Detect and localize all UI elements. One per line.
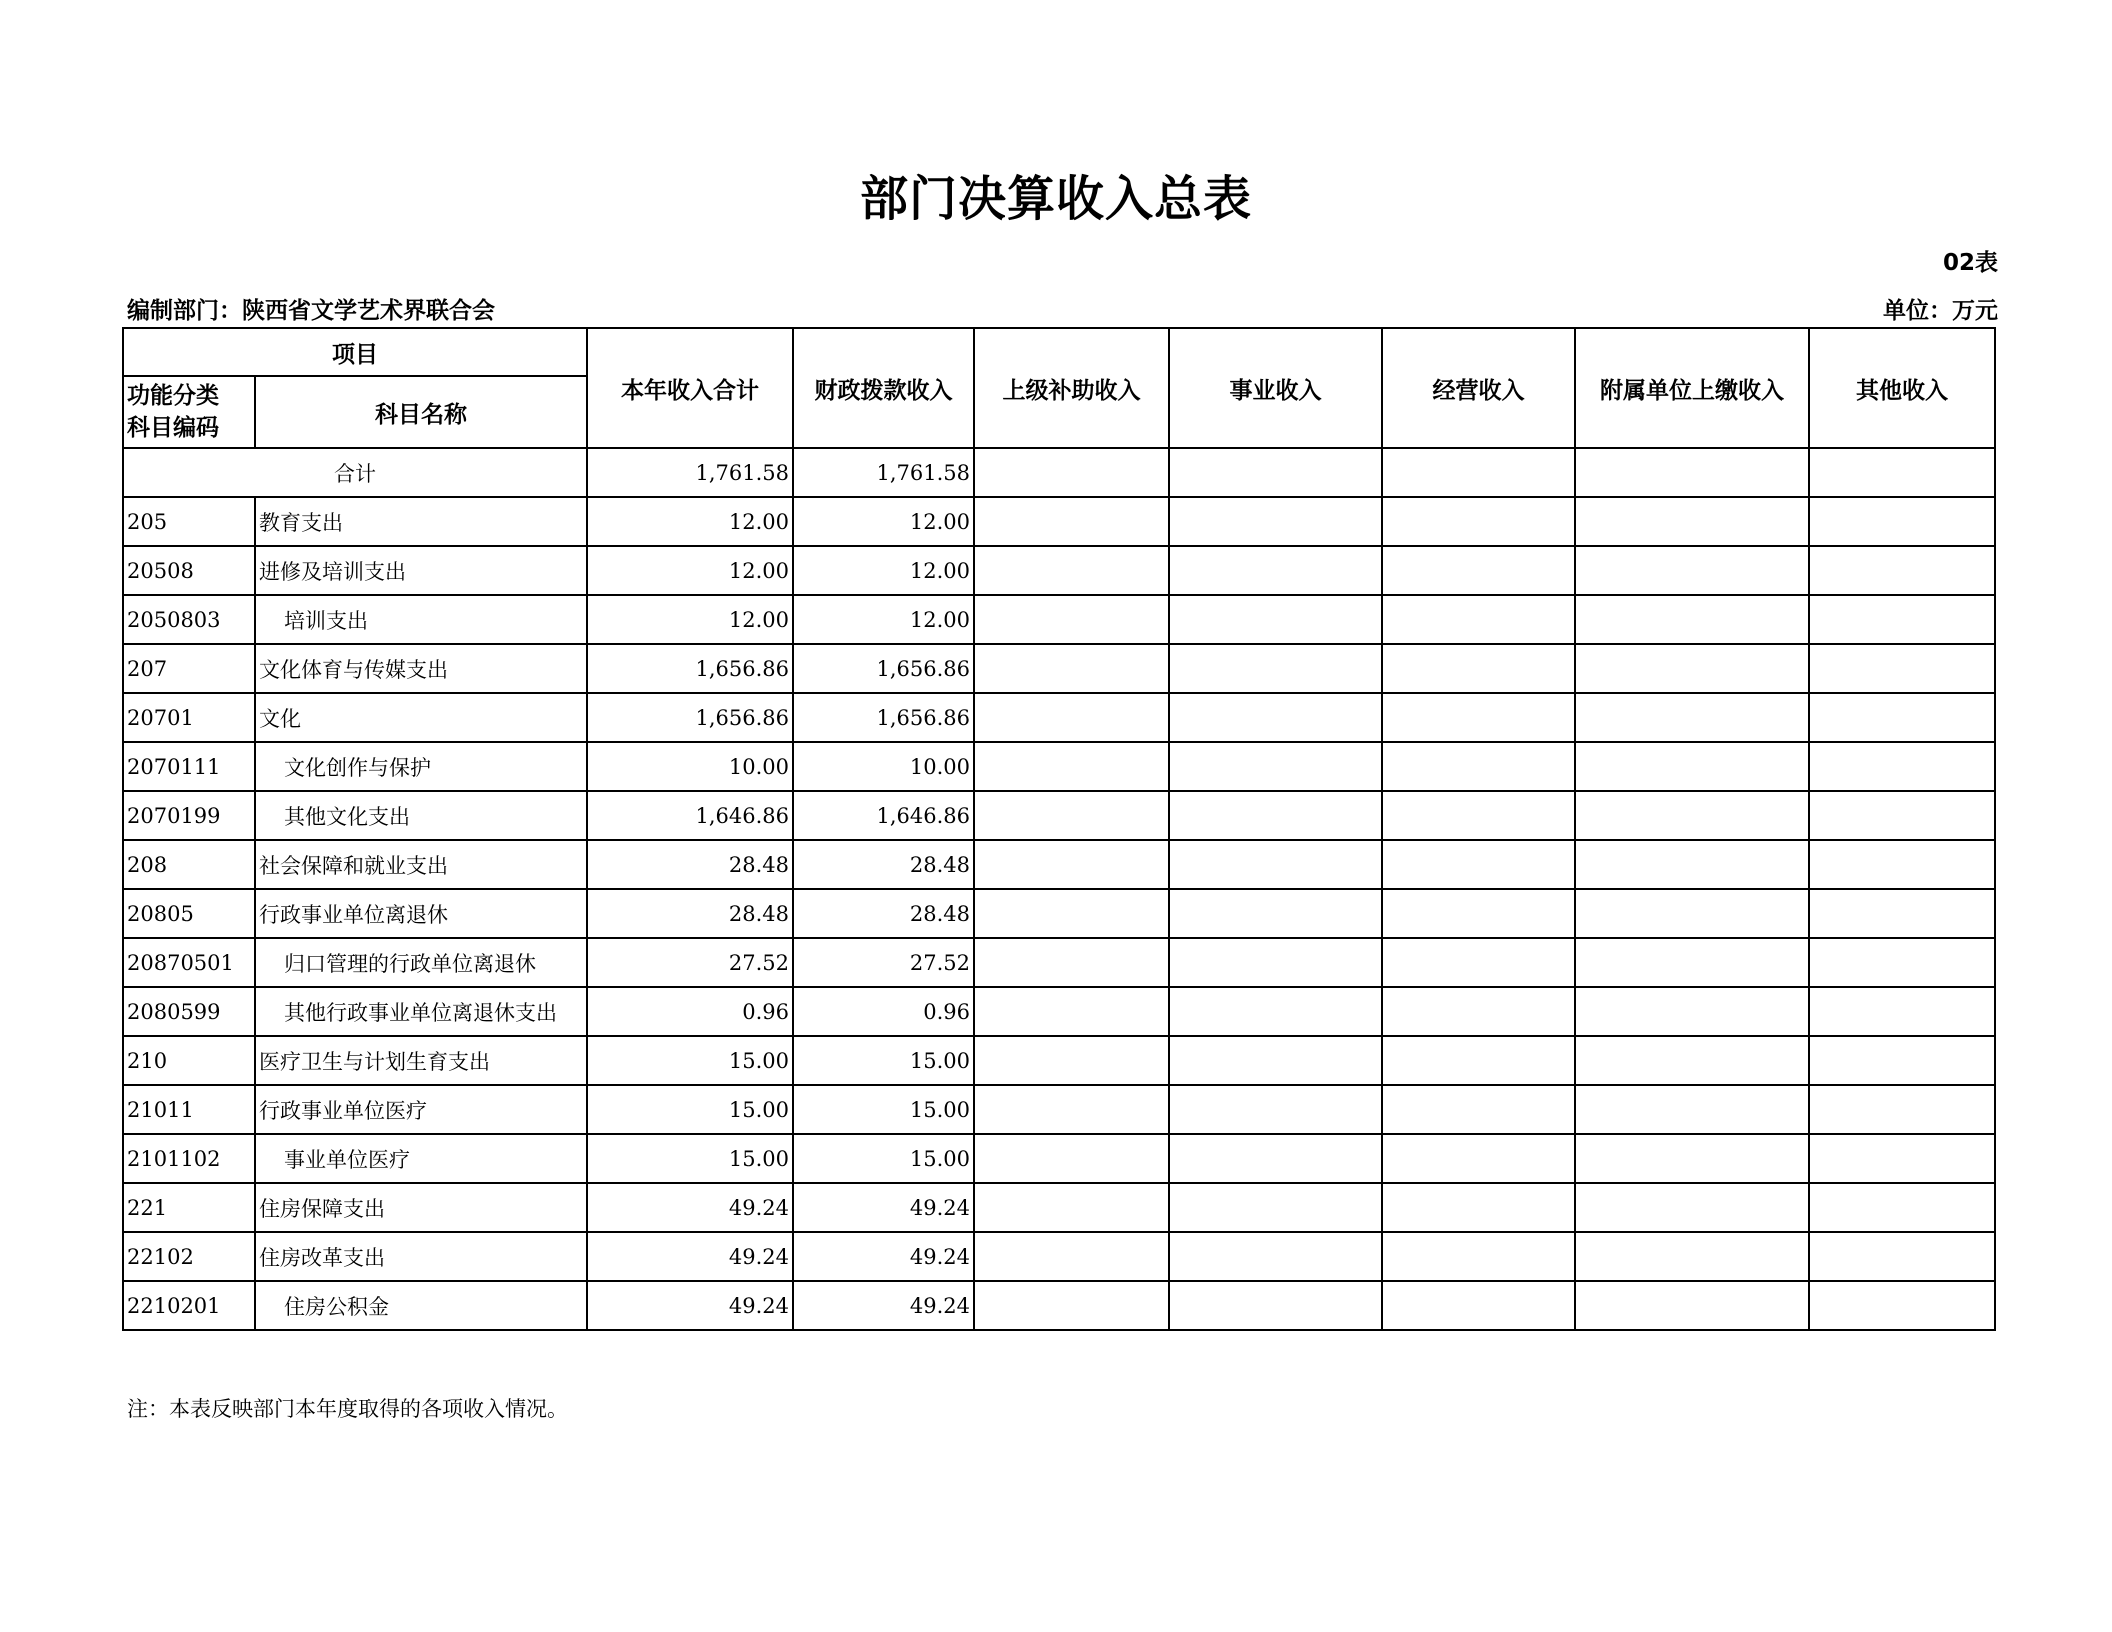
cell-other <box>1809 742 1995 791</box>
subject-name: 行政事业单位离退休 <box>255 889 587 938</box>
subject-name: 归口管理的行政单位离退休 <box>255 938 587 987</box>
cell-fiscal: 49.24 <box>793 1232 974 1281</box>
subject-code: 20701 <box>123 693 255 742</box>
cell-business <box>1169 1085 1382 1134</box>
cell-operating <box>1382 1134 1575 1183</box>
cell-business <box>1169 987 1382 1036</box>
cell-operating <box>1382 497 1575 546</box>
table-row <box>123 644 1995 693</box>
subject-code: 2210201 <box>123 1281 255 1330</box>
table-row <box>123 546 1995 595</box>
cell-total-income: 1,646.86 <box>587 791 793 840</box>
cell-operating <box>1382 1085 1575 1134</box>
cell-total-income: 49.24 <box>587 1232 793 1281</box>
total-business <box>1169 448 1382 497</box>
cell-affiliated <box>1575 1134 1809 1183</box>
table-row <box>123 742 1995 791</box>
cell-other <box>1809 693 1995 742</box>
subject-code: 20870501 <box>123 938 255 987</box>
header-code <box>123 376 255 448</box>
subject-name: 其他文化支出 <box>255 791 587 840</box>
cell-fiscal: 27.52 <box>793 938 974 987</box>
subject-code: 2070199 <box>123 791 255 840</box>
header-operating: 经营收入 <box>1382 328 1575 448</box>
cell-other <box>1809 1085 1995 1134</box>
subject-code: 207 <box>123 644 255 693</box>
cell-fiscal: 28.48 <box>793 889 974 938</box>
cell-operating <box>1382 546 1575 595</box>
cell-operating <box>1382 987 1575 1036</box>
subject-code: 2070111 <box>123 742 255 791</box>
table-row <box>123 938 1995 987</box>
total-operating <box>1382 448 1575 497</box>
cell-operating <box>1382 938 1575 987</box>
table-row <box>123 987 1995 1036</box>
cell-affiliated <box>1575 595 1809 644</box>
cell-operating <box>1382 1281 1575 1330</box>
cell-affiliated <box>1575 497 1809 546</box>
cell-fiscal: 49.24 <box>793 1183 974 1232</box>
cell-superior-subsidy <box>974 938 1169 987</box>
footnote: 注：本表反映部门本年度取得的各项收入情况。 <box>127 1397 568 1421</box>
table-number: 02表 <box>1942 250 1998 276</box>
table-row <box>123 1232 1995 1281</box>
cell-total-income: 49.24 <box>587 1183 793 1232</box>
cell-affiliated <box>1575 791 1809 840</box>
cell-total-income: 27.52 <box>587 938 793 987</box>
cell-superior-subsidy <box>974 840 1169 889</box>
compiling-department: 编制部门：陕西省文学艺术界联合会 <box>127 298 495 324</box>
subject-name: 事业单位医疗 <box>255 1134 587 1183</box>
cell-fiscal: 28.48 <box>793 840 974 889</box>
cell-business <box>1169 1232 1382 1281</box>
cell-total-income: 12.00 <box>587 497 793 546</box>
cell-affiliated <box>1575 644 1809 693</box>
cell-affiliated <box>1575 840 1809 889</box>
income-summary-table <box>122 327 1996 1331</box>
cell-total-income: 0.96 <box>587 987 793 1036</box>
subject-name: 教育支出 <box>255 497 587 546</box>
subject-name: 文化体育与传媒支出 <box>255 644 587 693</box>
subject-code: 2050803 <box>123 595 255 644</box>
header-business: 事业收入 <box>1169 328 1382 448</box>
cell-affiliated <box>1575 742 1809 791</box>
cell-superior-subsidy <box>974 1134 1169 1183</box>
cell-other <box>1809 546 1995 595</box>
page-title: 部门决算收入总表 <box>859 171 1252 227</box>
cell-other <box>1809 1281 1995 1330</box>
table-row <box>123 791 1995 840</box>
cell-business <box>1169 693 1382 742</box>
cell-other <box>1809 1036 1995 1085</box>
cell-fiscal: 12.00 <box>793 497 974 546</box>
cell-superior-subsidy <box>974 644 1169 693</box>
cell-fiscal: 15.00 <box>793 1036 974 1085</box>
cell-superior-subsidy <box>974 742 1169 791</box>
cell-total-income: 12.00 <box>587 546 793 595</box>
cell-fiscal: 10.00 <box>793 742 974 791</box>
cell-superior-subsidy <box>974 1183 1169 1232</box>
cell-affiliated <box>1575 1281 1809 1330</box>
subject-name: 进修及培训支出 <box>255 546 587 595</box>
cell-other <box>1809 791 1995 840</box>
cell-business <box>1169 497 1382 546</box>
cell-superior-subsidy <box>974 1036 1169 1085</box>
cell-total-income: 1,656.86 <box>587 693 793 742</box>
header-superior-subsidy: 上级补助收入 <box>974 328 1169 448</box>
cell-superior-subsidy <box>974 497 1169 546</box>
cell-fiscal: 12.00 <box>793 546 974 595</box>
subject-name: 住房公积金 <box>255 1281 587 1330</box>
cell-total-income: 10.00 <box>587 742 793 791</box>
table-row <box>123 889 1995 938</box>
cell-other <box>1809 1232 1995 1281</box>
cell-total-income: 15.00 <box>587 1085 793 1134</box>
header-other: 其他收入 <box>1809 328 1995 448</box>
table-row <box>123 1183 1995 1232</box>
cell-operating <box>1382 1232 1575 1281</box>
cell-operating <box>1382 791 1575 840</box>
cell-fiscal: 15.00 <box>793 1085 974 1134</box>
cell-total-income: 28.48 <box>587 889 793 938</box>
cell-affiliated <box>1575 1183 1809 1232</box>
cell-fiscal: 12.00 <box>793 595 974 644</box>
subject-code: 208 <box>123 840 255 889</box>
cell-business <box>1169 1281 1382 1330</box>
cell-other <box>1809 497 1995 546</box>
cell-business <box>1169 644 1382 693</box>
table-row <box>123 1281 1995 1330</box>
subject-code: 2101102 <box>123 1134 255 1183</box>
header-subject-name: 科目名称 <box>255 376 587 448</box>
total-superior-subsidy <box>974 448 1169 497</box>
cell-affiliated <box>1575 546 1809 595</box>
cell-fiscal: 1,656.86 <box>793 644 974 693</box>
subject-name: 文化 <box>255 693 587 742</box>
cell-affiliated <box>1575 987 1809 1036</box>
cell-superior-subsidy <box>974 693 1169 742</box>
cell-affiliated <box>1575 1232 1809 1281</box>
cell-operating <box>1382 840 1575 889</box>
total-fiscal: 1,761.58 <box>793 448 974 497</box>
subject-code: 221 <box>123 1183 255 1232</box>
subject-code: 21011 <box>123 1085 255 1134</box>
cell-business <box>1169 840 1382 889</box>
header-total-income: 本年收入合计 <box>587 328 793 448</box>
cell-fiscal: 15.00 <box>793 1134 974 1183</box>
cell-other <box>1809 1134 1995 1183</box>
cell-total-income: 15.00 <box>587 1134 793 1183</box>
cell-affiliated <box>1575 1085 1809 1134</box>
cell-total-income: 49.24 <box>587 1281 793 1330</box>
header-item: 项目 <box>123 328 587 376</box>
table-row <box>123 693 1995 742</box>
subject-name: 社会保障和就业支出 <box>255 840 587 889</box>
cell-total-income: 1,656.86 <box>587 644 793 693</box>
cell-operating <box>1382 595 1575 644</box>
subject-code: 20805 <box>123 889 255 938</box>
subject-code: 22102 <box>123 1232 255 1281</box>
total-label: 合计 <box>123 448 587 497</box>
cell-superior-subsidy <box>974 546 1169 595</box>
cell-operating <box>1382 693 1575 742</box>
cell-business <box>1169 791 1382 840</box>
cell-total-income: 15.00 <box>587 1036 793 1085</box>
table-row <box>123 497 1995 546</box>
cell-other <box>1809 1183 1995 1232</box>
cell-affiliated <box>1575 693 1809 742</box>
cell-superior-subsidy <box>974 791 1169 840</box>
cell-business <box>1169 889 1382 938</box>
cell-superior-subsidy <box>974 987 1169 1036</box>
table-row <box>123 840 1995 889</box>
cell-superior-subsidy <box>974 1085 1169 1134</box>
cell-business <box>1169 742 1382 791</box>
subject-code: 205 <box>123 497 255 546</box>
header-fiscal: 财政拨款收入 <box>793 328 974 448</box>
header-code-line2: 科目编码 <box>127 415 219 441</box>
subject-name: 文化创作与保护 <box>255 742 587 791</box>
cell-business <box>1169 546 1382 595</box>
total-other <box>1809 448 1995 497</box>
cell-fiscal: 1,646.86 <box>793 791 974 840</box>
subject-name: 住房改革支出 <box>255 1232 587 1281</box>
subject-code: 2080599 <box>123 987 255 1036</box>
subject-code: 20508 <box>123 546 255 595</box>
table-row <box>123 1134 1995 1183</box>
total-affiliated <box>1575 448 1809 497</box>
cell-total-income: 28.48 <box>587 840 793 889</box>
total-row <box>123 448 1995 497</box>
cell-business <box>1169 938 1382 987</box>
cell-superior-subsidy <box>974 595 1169 644</box>
header-row-1 <box>123 328 1995 376</box>
header-code-line1: 功能分类 <box>127 383 219 409</box>
cell-other <box>1809 644 1995 693</box>
cell-other <box>1809 595 1995 644</box>
cell-operating <box>1382 1036 1575 1085</box>
cell-other <box>1809 889 1995 938</box>
cell-operating <box>1382 889 1575 938</box>
cell-affiliated <box>1575 889 1809 938</box>
total-total-income: 1,761.58 <box>587 448 793 497</box>
subject-code: 210 <box>123 1036 255 1085</box>
cell-total-income: 12.00 <box>587 595 793 644</box>
cell-operating <box>1382 1183 1575 1232</box>
cell-operating <box>1382 644 1575 693</box>
subject-name: 住房保障支出 <box>255 1183 587 1232</box>
unit-label: 单位：万元 <box>1883 298 1998 324</box>
cell-fiscal: 0.96 <box>793 987 974 1036</box>
table-row <box>123 1085 1995 1134</box>
cell-fiscal: 49.24 <box>793 1281 974 1330</box>
header-affiliated: 附属单位上缴收入 <box>1575 328 1809 448</box>
cell-business <box>1169 1036 1382 1085</box>
cell-superior-subsidy <box>974 1232 1169 1281</box>
subject-name: 其他行政事业单位离退休支出 <box>255 987 587 1036</box>
cell-other <box>1809 840 1995 889</box>
cell-operating <box>1382 742 1575 791</box>
cell-superior-subsidy <box>974 889 1169 938</box>
cell-other <box>1809 987 1995 1036</box>
table-row <box>123 595 1995 644</box>
cell-fiscal: 1,656.86 <box>793 693 974 742</box>
cell-business <box>1169 1134 1382 1183</box>
table-row <box>123 1036 1995 1085</box>
subject-name: 医疗卫生与计划生育支出 <box>255 1036 587 1085</box>
cell-business <box>1169 1183 1382 1232</box>
cell-other <box>1809 938 1995 987</box>
cell-affiliated <box>1575 1036 1809 1085</box>
cell-affiliated <box>1575 938 1809 987</box>
subject-name: 行政事业单位医疗 <box>255 1085 587 1134</box>
subject-name: 培训支出 <box>255 595 587 644</box>
cell-business <box>1169 595 1382 644</box>
cell-superior-subsidy <box>974 1281 1169 1330</box>
